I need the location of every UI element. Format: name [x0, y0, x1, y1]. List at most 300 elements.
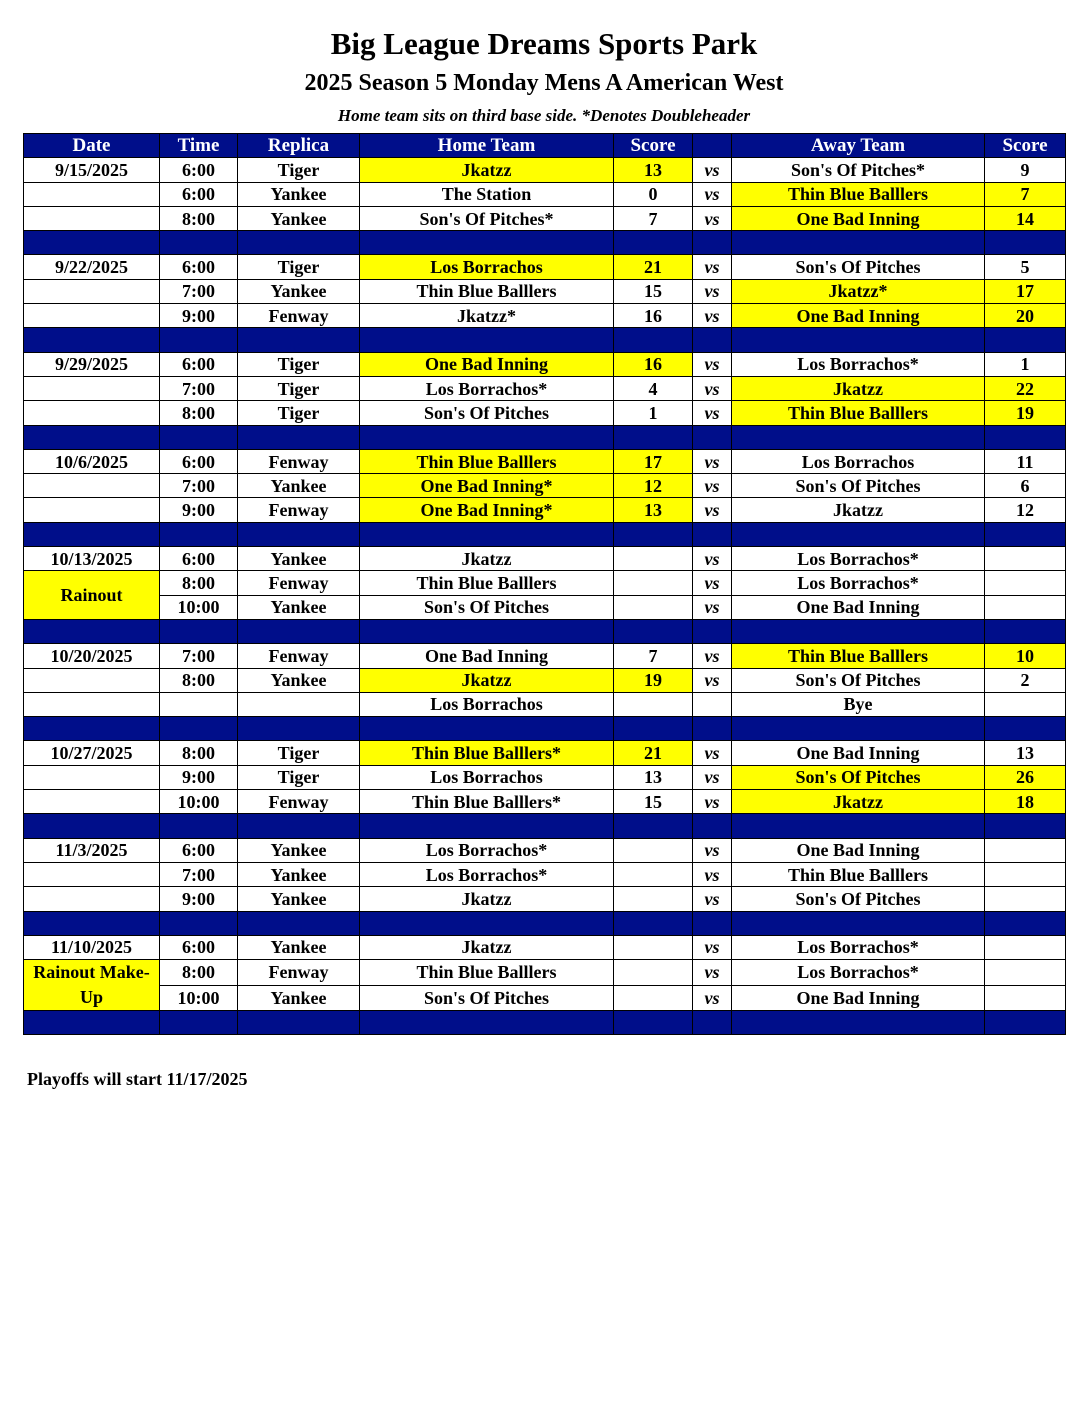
- replica-cell: Fenway: [238, 644, 360, 668]
- home-team-cell: Thin Blue Balllers: [360, 279, 614, 303]
- replica-cell: Fenway: [238, 790, 360, 814]
- separator-cell: [360, 717, 614, 741]
- separator-cell: [24, 717, 160, 741]
- home-score-cell: 4: [614, 376, 693, 400]
- time-cell: 10:00: [160, 595, 238, 619]
- week-separator-row: [24, 619, 1066, 643]
- col-header-home-score: Score: [614, 134, 693, 158]
- separator-cell: [985, 328, 1066, 352]
- date-cell: [24, 474, 160, 498]
- vs-cell: vs: [693, 498, 732, 522]
- away-score-cell: [985, 571, 1066, 595]
- table-row: [24, 352, 1066, 376]
- separator-cell: [238, 328, 360, 352]
- separator-cell: [614, 619, 693, 643]
- separator-cell: [614, 231, 693, 255]
- table-row: [24, 595, 1066, 619]
- separator-cell: [614, 814, 693, 838]
- away-score-cell: 9: [985, 158, 1066, 182]
- replica-cell: Tiger: [238, 255, 360, 279]
- time-cell: 8:00: [160, 668, 238, 692]
- replica-cell: Yankee: [238, 668, 360, 692]
- separator-cell: [360, 231, 614, 255]
- date-cell: 9/22/2025: [24, 255, 160, 279]
- home-team-cell: Thin Blue Balllers*: [360, 741, 614, 765]
- separator-cell: [985, 231, 1066, 255]
- away-score-cell: 14: [985, 206, 1066, 230]
- vs-cell: vs: [693, 862, 732, 886]
- away-team-cell: Son's Of Pitches: [732, 255, 985, 279]
- home-score-cell: 12: [614, 474, 693, 498]
- replica-cell: Yankee: [238, 862, 360, 886]
- away-team-cell: One Bad Inning: [732, 838, 985, 862]
- replica-cell: Yankee: [238, 838, 360, 862]
- separator-cell: [985, 717, 1066, 741]
- date-cell: [24, 668, 160, 692]
- vs-cell: vs: [693, 644, 732, 668]
- home-team-cell: Son's Of Pitches: [360, 985, 614, 1011]
- replica-cell: Tiger: [238, 741, 360, 765]
- separator-cell: [614, 911, 693, 935]
- away-score-cell: [985, 985, 1066, 1011]
- separator-cell: [24, 1011, 160, 1035]
- date-cell: [24, 498, 160, 522]
- home-team-cell: Jkatzz: [360, 158, 614, 182]
- table-row: [24, 790, 1066, 814]
- col-header-away-team: Away Team: [732, 134, 985, 158]
- col-header-home-team: Home Team: [360, 134, 614, 158]
- separator-cell: [732, 911, 985, 935]
- home-team-cell: Thin Blue Balllers: [360, 449, 614, 473]
- separator-cell: [24, 619, 160, 643]
- separator-cell: [24, 522, 160, 546]
- date-cell: 9/29/2025: [24, 352, 160, 376]
- replica-cell: Tiger: [238, 401, 360, 425]
- away-score-cell: 10: [985, 644, 1066, 668]
- time-cell: 10:00: [160, 985, 238, 1011]
- replica-cell: Yankee: [238, 887, 360, 911]
- separator-cell: [614, 425, 693, 449]
- away-score-cell: 19: [985, 401, 1066, 425]
- table-row: [24, 935, 1066, 959]
- table-row: [24, 887, 1066, 911]
- replica-cell: Yankee: [238, 595, 360, 619]
- home-team-cell: Thin Blue Balllers: [360, 960, 614, 986]
- week-separator-row: [24, 328, 1066, 352]
- week-separator-row: [24, 425, 1066, 449]
- home-team-cell: One Bad Inning: [360, 644, 614, 668]
- vs-cell: vs: [693, 449, 732, 473]
- separator-cell: [24, 425, 160, 449]
- table-row: [24, 279, 1066, 303]
- away-team-cell: One Bad Inning: [732, 206, 985, 230]
- time-cell: 8:00: [160, 206, 238, 230]
- replica-cell: Fenway: [238, 960, 360, 986]
- home-score-cell: [614, 547, 693, 571]
- date-cell: 10/27/2025: [24, 741, 160, 765]
- week-separator-row: [24, 814, 1066, 838]
- home-score-cell: [614, 692, 693, 716]
- time-cell: 7:00: [160, 279, 238, 303]
- table-row: [24, 862, 1066, 886]
- separator-cell: [693, 425, 732, 449]
- home-team-cell: Jkatzz*: [360, 304, 614, 328]
- home-team-cell: One Bad Inning: [360, 352, 614, 376]
- separator-cell: [985, 425, 1066, 449]
- separator-cell: [614, 1011, 693, 1035]
- separator-cell: [160, 911, 238, 935]
- date-cell: 11/3/2025: [24, 838, 160, 862]
- time-cell: 6:00: [160, 838, 238, 862]
- away-score-cell: 18: [985, 790, 1066, 814]
- away-score-cell: 20: [985, 304, 1066, 328]
- separator-cell: [238, 425, 360, 449]
- separator-cell: [732, 425, 985, 449]
- date-cell: 10/6/2025: [24, 449, 160, 473]
- time-cell: 9:00: [160, 304, 238, 328]
- col-header-time: Time: [160, 134, 238, 158]
- home-score-cell: 13: [614, 765, 693, 789]
- schedule-body: [24, 158, 1066, 1035]
- away-team-cell: Son's Of Pitches*: [732, 158, 985, 182]
- table-row: [24, 182, 1066, 206]
- home-score-cell: [614, 887, 693, 911]
- separator-cell: [693, 522, 732, 546]
- vs-cell: vs: [693, 182, 732, 206]
- vs-cell: vs: [693, 206, 732, 230]
- home-score-cell: 21: [614, 255, 693, 279]
- replica-cell: Yankee: [238, 474, 360, 498]
- home-team-cell: Los Borrachos: [360, 765, 614, 789]
- col-header-replica: Replica: [238, 134, 360, 158]
- date-cell: [24, 206, 160, 230]
- away-score-cell: [985, 547, 1066, 571]
- header-row: [24, 134, 1066, 158]
- away-score-cell: 2: [985, 668, 1066, 692]
- vs-cell: vs: [693, 255, 732, 279]
- date-cell: [24, 692, 160, 716]
- away-team-cell: Los Borrachos*: [732, 960, 985, 986]
- home-team-cell: Los Borrachos*: [360, 838, 614, 862]
- time-cell: 8:00: [160, 741, 238, 765]
- separator-cell: [732, 1011, 985, 1035]
- away-score-cell: [985, 838, 1066, 862]
- time-cell: 6:00: [160, 255, 238, 279]
- time-cell: 7:00: [160, 376, 238, 400]
- away-score-cell: [985, 887, 1066, 911]
- home-score-cell: 7: [614, 644, 693, 668]
- replica-cell: Tiger: [238, 765, 360, 789]
- time-cell: 7:00: [160, 474, 238, 498]
- separator-cell: [160, 328, 238, 352]
- away-score-cell: 22: [985, 376, 1066, 400]
- separator-cell: [614, 328, 693, 352]
- date-cell: [24, 376, 160, 400]
- away-team-cell: One Bad Inning: [732, 741, 985, 765]
- away-team-cell: Bye: [732, 692, 985, 716]
- time-cell: [160, 692, 238, 716]
- date-cell: 11/10/2025: [24, 935, 160, 959]
- separator-cell: [160, 814, 238, 838]
- table-row: [24, 158, 1066, 182]
- away-score-cell: 1: [985, 352, 1066, 376]
- separator-cell: [360, 911, 614, 935]
- vs-cell: vs: [693, 790, 732, 814]
- table-row: [24, 960, 1066, 986]
- home-score-cell: [614, 935, 693, 959]
- time-cell: 9:00: [160, 887, 238, 911]
- away-score-cell: 6: [985, 474, 1066, 498]
- home-score-cell: 16: [614, 304, 693, 328]
- separator-cell: [360, 425, 614, 449]
- week-separator-row: [24, 717, 1066, 741]
- away-team-cell: Thin Blue Balllers: [732, 401, 985, 425]
- away-score-cell: 26: [985, 765, 1066, 789]
- table-row: [24, 206, 1066, 230]
- vs-cell: vs: [693, 158, 732, 182]
- col-header-away-score: Score: [985, 134, 1066, 158]
- week-separator-row: [24, 522, 1066, 546]
- table-row: [24, 668, 1066, 692]
- separator-cell: [160, 425, 238, 449]
- replica-cell: Fenway: [238, 449, 360, 473]
- vs-cell: vs: [693, 595, 732, 619]
- replica-cell: Yankee: [238, 935, 360, 959]
- date-cell: [24, 182, 160, 206]
- away-team-cell: Los Borrachos*: [732, 547, 985, 571]
- away-team-cell: One Bad Inning: [732, 304, 985, 328]
- home-score-cell: 17: [614, 449, 693, 473]
- date-cell: 9/15/2025: [24, 158, 160, 182]
- table-row: [24, 304, 1066, 328]
- table-row: [24, 474, 1066, 498]
- home-score-cell: 15: [614, 279, 693, 303]
- week-separator-row: [24, 911, 1066, 935]
- vs-cell: vs: [693, 401, 732, 425]
- separator-cell: [732, 619, 985, 643]
- time-cell: 6:00: [160, 182, 238, 206]
- separator-cell: [732, 328, 985, 352]
- away-team-cell: Thin Blue Balllers: [732, 182, 985, 206]
- table-row: [24, 449, 1066, 473]
- vs-cell: vs: [693, 741, 732, 765]
- time-cell: 6:00: [160, 547, 238, 571]
- away-team-cell: Son's Of Pitches: [732, 474, 985, 498]
- home-team-cell: Jkatzz: [360, 935, 614, 959]
- replica-cell: Yankee: [238, 206, 360, 230]
- home-team-cell: Son's Of Pitches*: [360, 206, 614, 230]
- date-cell: [24, 279, 160, 303]
- date-note-cell: Rainout Make-Up: [24, 960, 160, 1011]
- separator-cell: [732, 814, 985, 838]
- home-team-cell: Thin Blue Balllers: [360, 571, 614, 595]
- away-team-cell: Jkatzz: [732, 376, 985, 400]
- vs-cell: vs: [693, 279, 732, 303]
- separator-cell: [693, 717, 732, 741]
- page-title: Big League Dreams Sports Park: [330, 26, 758, 61]
- time-cell: 9:00: [160, 765, 238, 789]
- away-team-cell: Son's Of Pitches: [732, 765, 985, 789]
- vs-cell: vs: [693, 887, 732, 911]
- replica-cell: Fenway: [238, 304, 360, 328]
- table-row: [24, 838, 1066, 862]
- home-score-cell: 1: [614, 401, 693, 425]
- away-team-cell: Los Borrachos*: [732, 935, 985, 959]
- vs-cell: vs: [693, 838, 732, 862]
- vs-cell: vs: [693, 547, 732, 571]
- separator-cell: [985, 814, 1066, 838]
- separator-cell: [160, 717, 238, 741]
- table-row: [24, 571, 1066, 595]
- separator-cell: [160, 619, 238, 643]
- away-team-cell: Jkatzz*: [732, 279, 985, 303]
- separator-cell: [693, 814, 732, 838]
- separator-cell: [160, 231, 238, 255]
- away-team-cell: Son's Of Pitches: [732, 887, 985, 911]
- time-cell: 6:00: [160, 352, 238, 376]
- home-score-cell: [614, 838, 693, 862]
- week-separator-row: [24, 1011, 1066, 1035]
- schedule-table: [23, 133, 1066, 1035]
- time-cell: 6:00: [160, 158, 238, 182]
- home-team-cell: The Station: [360, 182, 614, 206]
- separator-cell: [614, 522, 693, 546]
- vs-cell: [693, 692, 732, 716]
- time-cell: 6:00: [160, 935, 238, 959]
- table-row: [24, 985, 1066, 1011]
- replica-cell: Fenway: [238, 571, 360, 595]
- separator-cell: [732, 717, 985, 741]
- away-score-cell: [985, 595, 1066, 619]
- separator-cell: [24, 814, 160, 838]
- separator-cell: [160, 1011, 238, 1035]
- away-team-cell: One Bad Inning: [732, 985, 985, 1011]
- date-cell: 10/20/2025: [24, 644, 160, 668]
- away-team-cell: One Bad Inning: [732, 595, 985, 619]
- separator-cell: [985, 522, 1066, 546]
- separator-cell: [238, 911, 360, 935]
- home-score-cell: [614, 960, 693, 986]
- home-score-cell: 21: [614, 741, 693, 765]
- table-row: [24, 376, 1066, 400]
- vs-cell: vs: [693, 765, 732, 789]
- vs-cell: vs: [693, 352, 732, 376]
- replica-cell: Yankee: [238, 985, 360, 1011]
- date-cell: [24, 401, 160, 425]
- away-team-cell: Son's Of Pitches: [732, 668, 985, 692]
- home-team-cell: One Bad Inning*: [360, 474, 614, 498]
- home-team-cell: Thin Blue Balllers*: [360, 790, 614, 814]
- separator-cell: [693, 1011, 732, 1035]
- time-cell: 10:00: [160, 790, 238, 814]
- home-team-cell: Los Borrachos: [360, 692, 614, 716]
- vs-cell: vs: [693, 376, 732, 400]
- separator-cell: [614, 717, 693, 741]
- replica-cell: Yankee: [238, 182, 360, 206]
- home-team-cell: One Bad Inning*: [360, 498, 614, 522]
- separator-cell: [238, 619, 360, 643]
- table-row: [24, 547, 1066, 571]
- away-score-cell: [985, 960, 1066, 986]
- date-cell: [24, 304, 160, 328]
- home-team-cell: Son's Of Pitches: [360, 595, 614, 619]
- time-cell: 9:00: [160, 498, 238, 522]
- away-team-cell: Los Borrachos*: [732, 352, 985, 376]
- away-team-cell: Los Borrachos: [732, 449, 985, 473]
- vs-cell: vs: [693, 935, 732, 959]
- separator-cell: [732, 522, 985, 546]
- home-team-cell: Son's Of Pitches: [360, 401, 614, 425]
- home-score-cell: 13: [614, 158, 693, 182]
- separator-cell: [24, 911, 160, 935]
- vs-cell: vs: [693, 668, 732, 692]
- home-score-cell: 19: [614, 668, 693, 692]
- separator-cell: [24, 231, 160, 255]
- replica-cell: Yankee: [238, 547, 360, 571]
- home-team-cell: Jkatzz: [360, 887, 614, 911]
- vs-cell: vs: [693, 474, 732, 498]
- separator-cell: [693, 231, 732, 255]
- separator-cell: [238, 814, 360, 838]
- separator-cell: [238, 717, 360, 741]
- away-score-cell: [985, 692, 1066, 716]
- away-score-cell: 17: [985, 279, 1066, 303]
- home-score-cell: [614, 595, 693, 619]
- separator-cell: [360, 1011, 614, 1035]
- home-score-cell: [614, 862, 693, 886]
- home-team-cell: Los Borrachos*: [360, 376, 614, 400]
- separator-cell: [985, 1011, 1066, 1035]
- time-cell: 8:00: [160, 960, 238, 986]
- away-score-cell: 7: [985, 182, 1066, 206]
- home-score-cell: 15: [614, 790, 693, 814]
- page-subtitle: 2025 Season 5 Monday Mens A American West: [304, 70, 784, 96]
- separator-cell: [238, 231, 360, 255]
- date-cell: [24, 790, 160, 814]
- home-team-cell: Los Borrachos*: [360, 862, 614, 886]
- table-row: [24, 401, 1066, 425]
- away-score-cell: 5: [985, 255, 1066, 279]
- separator-cell: [985, 911, 1066, 935]
- time-cell: 8:00: [160, 401, 238, 425]
- replica-cell: Tiger: [238, 352, 360, 376]
- table-row: [24, 692, 1066, 716]
- away-team-cell: Jkatzz: [732, 790, 985, 814]
- away-team-cell: Thin Blue Balllers: [732, 862, 985, 886]
- replica-cell: Tiger: [238, 158, 360, 182]
- away-score-cell: [985, 862, 1066, 886]
- col-header-vs: [693, 134, 732, 158]
- week-separator-row: [24, 231, 1066, 255]
- away-score-cell: 12: [985, 498, 1066, 522]
- playoffs-note: Playoffs will start 11/17/2025: [27, 1069, 248, 1089]
- col-header-date: Date: [24, 134, 160, 158]
- away-score-cell: 11: [985, 449, 1066, 473]
- date-cell: [24, 862, 160, 886]
- replica-cell: Fenway: [238, 498, 360, 522]
- separator-cell: [24, 328, 160, 352]
- replica-cell: Tiger: [238, 376, 360, 400]
- home-score-cell: 16: [614, 352, 693, 376]
- vs-cell: vs: [693, 985, 732, 1011]
- home-score-cell: 13: [614, 498, 693, 522]
- date-note-cell: Rainout: [24, 571, 160, 620]
- separator-cell: [732, 231, 985, 255]
- table-row: [24, 255, 1066, 279]
- date-cell: [24, 765, 160, 789]
- home-team-cell: Jkatzz: [360, 668, 614, 692]
- away-score-cell: [985, 935, 1066, 959]
